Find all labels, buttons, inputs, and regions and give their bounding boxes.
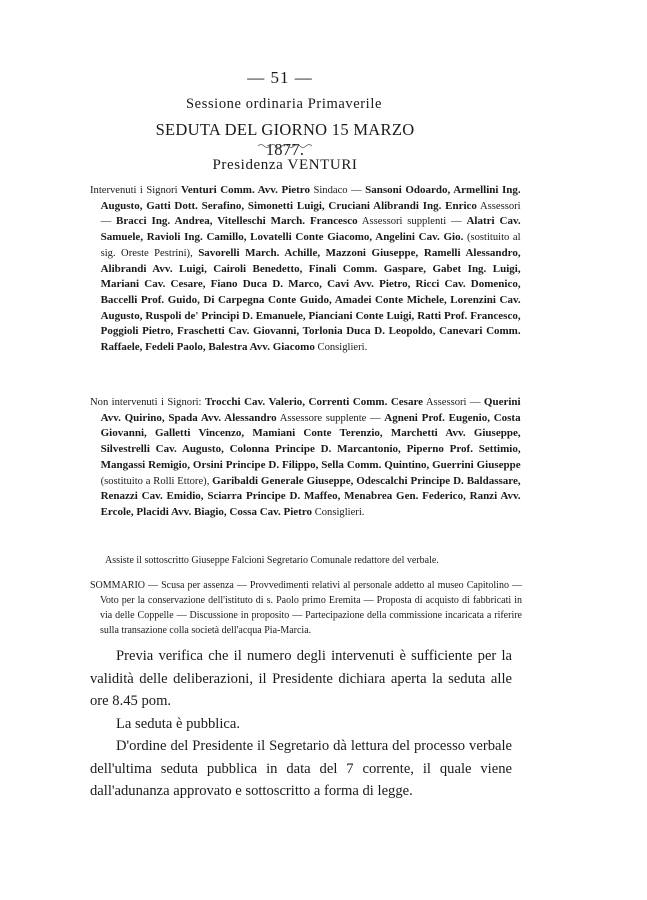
name-group: Venturi Comm. Avv. Pietro xyxy=(180,184,310,196)
role-text: Consiglieri. xyxy=(314,342,368,354)
non-intervenuti-list xyxy=(90,395,521,545)
role-text: Assessori supplenti — xyxy=(357,216,467,228)
role-text: Assessori — xyxy=(423,397,484,408)
paragraph: Previa verifica che il numero degli intervenuti è sufficiente per la validità delle deliberazioni, il Presidente dichiara aperta la seduta alle ore 8.45 pom. xyxy=(90,648,512,709)
intervenuti-lead: Intervenuti i Signori xyxy=(90,185,181,196)
role-text: (sostituito a Rolli Ettore), xyxy=(100,475,213,487)
name-group: Garibaldi Generale Giuseppe, Odescalchi Principe D. Baldassare, Renazzi Cav. Emidio, Sciarra Principe D. Maffeo, Menabrea Gen. Federico, Ranzi Avv. Ercole, Placidi Avv. Biagio, Cossa Cav. Pietro xyxy=(100,474,521,518)
non-intervenuti-lead: Non intervenuti i Signori: xyxy=(90,397,205,408)
session-title: Sessione ordinaria Primaverile xyxy=(186,96,382,112)
assiste-line: Assiste il sottoscritto Giuseppe Falcioni Segretario Comunale redattore del verbale. xyxy=(105,555,439,566)
name-group: Bracci Ing. Andrea, Vitelleschi March. Francesco xyxy=(116,215,358,228)
role-text: Assessore supplente — xyxy=(276,412,385,424)
name-group: Sansoni Odoardo, Armellini Ing. Augusto, Gatti Dott. Serafino, Simonetti Luigi, Cruciani Alibrandi Ing. Enrico xyxy=(100,184,521,212)
role-text: Sindaco — xyxy=(310,185,366,196)
paragraph: D'ordine del Presidente il Segretario dà lettura del processo verbale dell'ultima seduta pubblica in data del 7 corrente, il quale viene dall'adunanza approvato e sottoscritto a forma di legge. xyxy=(90,738,512,799)
seduta-title: SEDUTA DEL GIORNO 15 MARZO 1877. xyxy=(155,120,415,159)
main-text xyxy=(90,645,512,803)
name-group: Trocchi Cav. Valerio, Correnti Comm. Cesare xyxy=(204,396,424,408)
role-text: (sostituito al sig. Oreste Pestrini), xyxy=(100,232,521,259)
intervenuti-names xyxy=(101,185,521,353)
ornament-squiggle xyxy=(256,143,316,149)
paragraph: La seduta è pubblica. xyxy=(116,715,240,732)
role-text: Assessori — xyxy=(100,200,521,228)
presidenza-heading: Presidenza VENTURI xyxy=(212,157,358,173)
name-group: Alatri Cav. Samuele, Ravioli Ing. Camillo, Lovatelli Conte Giacomo, Angelini Cav. Gio. xyxy=(100,215,521,244)
role-text: Consiglieri. xyxy=(312,506,365,518)
non-intervenuti-names xyxy=(101,397,521,518)
page-number: — 51 — xyxy=(247,68,313,87)
name-group: Agneni Prof. Eugenio, Costa Giovanni, Galletti Vincenzo, Mamiani Conte Terenzio, Marchetti Avv. Giuseppe, Silvestrelli Cav. Augusto, Colonna Principe D. Marcantonio, Piperno Prof. Settimio, Mangassi Remigio, Orsini Principe D. Filippo, Sella Comm. Quintino, Guerrini Giuseppe xyxy=(100,411,521,471)
sommario: SOMMARIO — Scusa per assenza — Provvedimenti relativi al personale addetto al museo Capitolino — Voto per la conservazione dell'istituto di s. Paolo primo Eremita — Proposta di acquisto di fabbricati in via delle Coppelle — Discussione in proposito — Partecipazione della commissione incaricata a riferire sulla transazione colla società dell'acqua Pia-Marcia. xyxy=(90,580,522,636)
intervenuti-list xyxy=(90,183,521,393)
name-group: Savorelli March. Achille, Mazzoni Giuseppe, Ramelli Alessandro, Alibrandi Avv. Luigi, Cairoli Benedetto, Finali Comm. Gaspare, Gabet Ing. Luigi, Mariani Cav. Cesare, Fiano Duca D. Marco, Cavi Avv. Pietro, Ricci Cav. Domenico, Baccelli Prof. Guido, Di Carpegna Conte Guido, Amadei Conte Michele, Lorenzini Cav. Augusto, Ruspoli de' Principi D. Emanuele, Pianciani Conte Luigi, Ratti Prof. Francesco, Poggioli Pietro, Fraschetti Cav. Giovanni, Torlonia Duca D. Leopoldo, Canevari Comm. Raffaele, Fedeli Paolo, Balestra Avv. Giacomo xyxy=(100,246,521,354)
name-group: Querini Avv. Quirino, Spada Avv. Alessandro xyxy=(100,396,521,424)
